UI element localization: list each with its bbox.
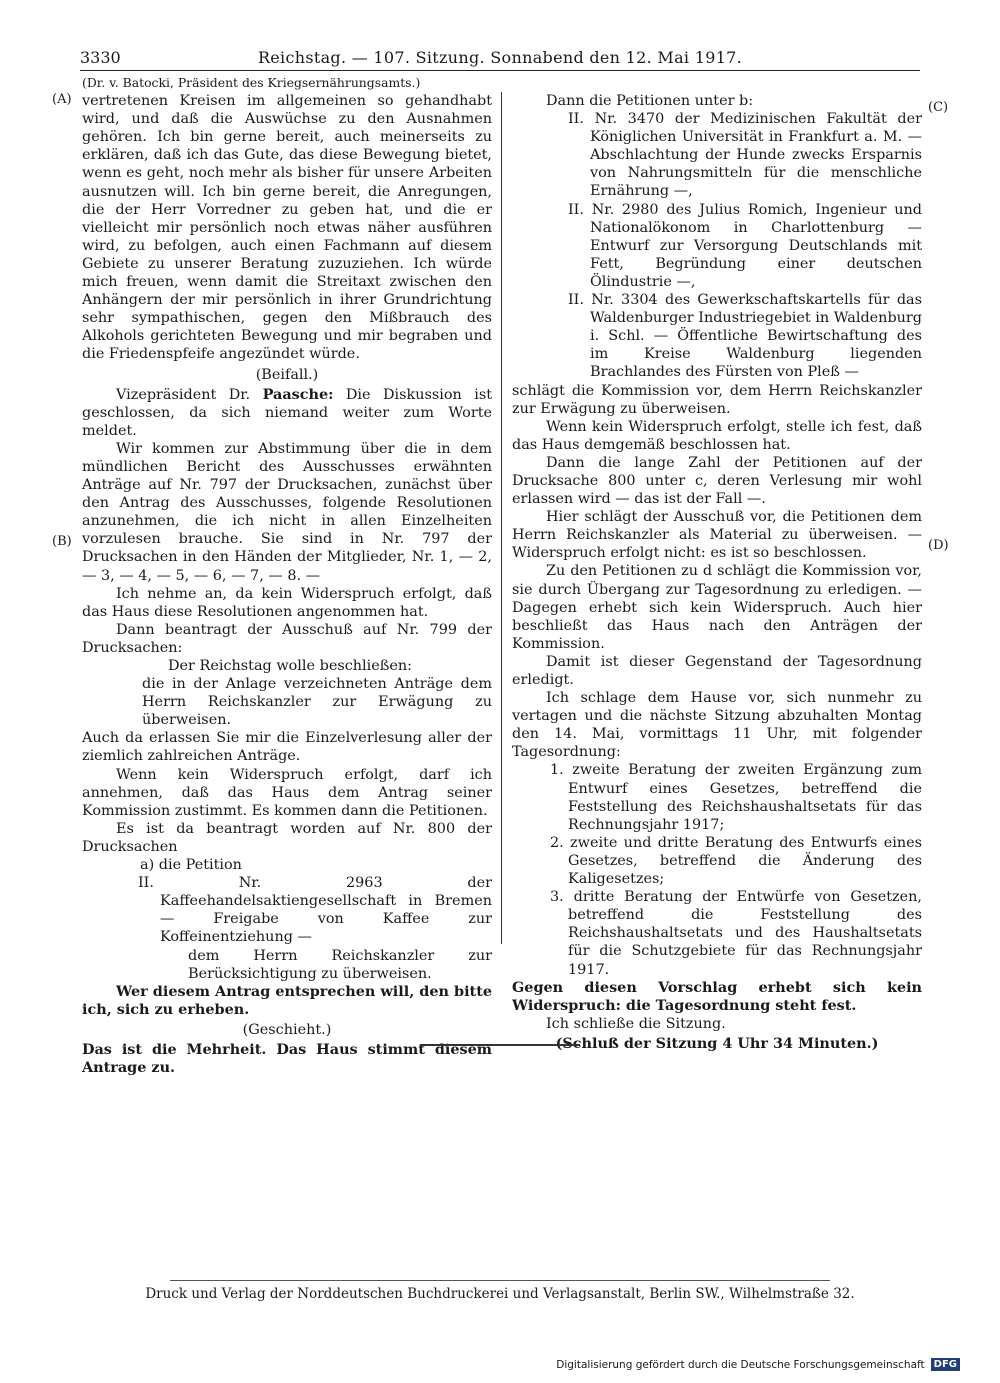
digitization-text: Digitalisierung gefördert durch die Deutsche Forschungsgemeinschaft	[556, 1358, 925, 1371]
paragraph	[82, 386, 492, 440]
paragraph: Ich schlage dem Hause vor, sich nunmehr zu vertagen und die nächste Sitzung abzuhalten Montag den 14. Mai, vormittags 11 Uhr, mit folgender Tagesordnung:	[512, 690, 922, 761]
speaker-intro: Vizepräsident Dr.	[116, 386, 251, 403]
paragraph: Wer diesem Antrag entsprechen will, den bitte ich, sich zu erheben.	[82, 982, 492, 1018]
dfg-logo: DFG	[931, 1358, 960, 1371]
speaker-note: (Dr. v. Batocki, Präsident des Kriegsernährungsamts.)	[82, 75, 421, 90]
paragraph: Damit ist dieser Gegenstand der Tagesordnung erledigt.	[512, 653, 922, 688]
closing-note: (Schluß der Sitzung 4 Uhr 34 Minuten.)	[555, 1034, 879, 1052]
margin-letter-a: (A)	[52, 92, 72, 107]
end-rule	[420, 1044, 580, 1046]
speaker-name: Paasche:	[262, 385, 334, 403]
paragraph: Dann die lange Zahl der Petitionen auf der Drucksache 800 unter c, deren Verlesung mir wohl erlassen wird — das ist der Fall —.	[512, 454, 922, 508]
agenda-item: 2. zweite und dritte Beratung des Entwurfs eines Gesetzes, betreffend die Änderung des Kaligesetzes;	[550, 834, 922, 888]
paragraph: Hier schlägt der Ausschuß vor, die Petitionen dem Herrn Reichskanzler als Material zu überweisen. — Widerspruch erfolgt nicht: es ist so beschlossen.	[512, 509, 922, 562]
paragraph: Das ist die Mehrheit. Das Haus stimmt diesem Antrage zu.	[82, 1040, 492, 1077]
petition-item: II. Nr. 2980 des Julius Romich, Ingenieur und Nationalökonom in Charlottenburg — Entwurf zur Versorgung Deutschlands mit Fett, Begründung einer deutschen Ölindustrie —,	[568, 201, 922, 290]
applause-note: (Beifall.)	[255, 366, 319, 383]
paragraph: Es ist da beantragt worden auf Nr. 800 der Drucksachen	[82, 820, 492, 855]
page-number: 3330	[80, 48, 121, 67]
petition-item: II. Nr. 2963 der Kaffeehandelsaktiengesellschaft in Bremen — Freigabe von Kaffee zur Koffeinentziehung —	[138, 875, 492, 946]
paragraph: Gegen diesen Vorschlag erhebt sich kein Widerspruch: die Tagesordnung steht fest.	[512, 978, 922, 1014]
left-column	[82, 74, 492, 1077]
petition-label: a) die Petition	[140, 857, 242, 874]
margin-letter-d: (D)	[928, 538, 949, 553]
column-divider	[501, 92, 502, 944]
footer-rule	[170, 1280, 830, 1281]
motion-block	[82, 657, 492, 729]
motion-line: Der Reichstag wolle beschließen:	[168, 658, 413, 674]
paragraph: Wenn kein Widerspruch erfolgt, darf ich annehmen, daß das Haus dem Antrag seiner Kommission zustimmt. Es kommen dann die Petitionen.	[82, 766, 492, 819]
digitization-credit	[556, 1358, 960, 1371]
petition-disposition: dem Herrn Reichskanzler zur Berücksichtigung zu überweisen.	[188, 947, 492, 982]
agenda-item: 1. zweite Beratung der zweiten Ergänzung zum Entwurf eines Gesetzes, betreffend die Feststellung des Reichshaushaltsetats für das Rechnungsjahr 1917;	[550, 762, 922, 833]
paragraph: Wenn kein Widerspruch erfolgt, stelle ich fest, daß das Haus demgemäß beschlossen hat.	[512, 418, 922, 453]
petition-item: II. Nr. 3304 des Gewerkschaftskartells für das Waldenburger Industriegebiet in Waldenburg i. Schl. — Öffentliche Bewirtschaftung des im Kreise Waldenburg liegenden Brachlandes des Fürsten von Pleß —	[568, 292, 923, 381]
motion-line: die in der Anlage verzeichneten Anträge dem Herrn Reichskanzler zur Erwägung zu überweisen.	[142, 676, 492, 729]
right-column	[512, 92, 922, 1053]
paragraph-text: Die Diskussion ist geschlossen, da sich niemand weiter zum Worte meldet.	[82, 386, 492, 439]
running-title: Reichstag. — 107. Sitzung. Sonnabend den 12. Mai 1917.	[257, 48, 743, 67]
paragraph: Ich nehme an, da kein Widerspruch erfolgt, daß das Haus diese Resolutionen angenommen hat.	[82, 585, 492, 620]
margin-letter-b: (B)	[52, 534, 72, 549]
agenda-item: 3. dritte Beratung der Entwürfe von Gesetzen, betreffend die Feststellung des Reichshaushaltsetats und des Haushaltsetats für die Schutzgebiete für das Rechnungsjahr 1917.	[550, 889, 922, 978]
paragraph: Ich schließe die Sitzung.	[546, 1015, 726, 1032]
paragraph: vertretenen Kreisen im allgemeinen so gehandhabt wird, und daß die Auswüchse zu den Ausnahmen gehören. Ich bin gerne bereit, auch meinerseits zu erklären, daß ich das Gute, das diese Bewegung bietet, wenn es geht, noch mehr als bisher für unsere Arbeiten ausnutzen will. Ich bin gerne bereit, die Anregungen, die der Herr Vorredner zu geben hat, und die er vielleicht mir persönlich noch etwas näher ausführen wird, zu befolgen, auch einen Fachmann auf diesem Gebiete zu unserer Beratung zuzuziehen. Ich würde mich freuen, wenn damit die Streitaxt zwischen den Anhängern der mir persönlich in ihrer Grundrichtung sehr sympathischen, gegen den Mißbrauch des Alkohols gerichteten Bewegung und mir begraben und die Friedenspfeife angezündet würde.	[82, 93, 492, 363]
paragraph: schlägt die Kommission vor, dem Herrn Reichskanzler zur Erwägung zu überweisen.	[512, 382, 922, 417]
paragraph: Dann beantragt der Ausschuß auf Nr. 799 der Drucksachen:	[82, 621, 492, 656]
paragraph: Zu den Petitionen zu d schlägt die Kommission vor, sie durch Übergang zur Tagesordnung zu erledigen. — Dagegen erhebt sich kein Widerspruch. Auch hier beschließt das Haus nach den Anträgen der Kommission.	[512, 563, 922, 652]
header-rule	[80, 70, 920, 71]
action-note: (Geschieht.)	[242, 1021, 332, 1038]
paragraph: Dann die Petitionen unter b:	[546, 93, 754, 109]
petition-item: II. Nr. 3470 der Medizinischen Fakultät der Königlichen Universität in Frankfurt a. M. — Abschlachtung der Hunde zwecks Ersparnis von Nahrungsmitteln für die menschliche Ernährung —,	[568, 111, 922, 200]
margin-letter-c: (C)	[928, 100, 949, 115]
paragraph: Auch da erlassen Sie mir die Einzelverlesung aller der ziemlich zahlreichen Anträge.	[82, 730, 492, 765]
paragraph: Wir kommen zur Abstimmung über die in dem mündlichen Bericht des Ausschusses erwähnten Anträge auf Nr. 797 der Drucksachen, zunächst über den Antrag des Ausschusses, folgende Resolutionen anzunehmen, die ich nicht in allen Einzelheiten vorzulesen brauche. Sie sind in Nr. 797 der Drucksachen in den Händen der Mitglieder, Nr. 1, — 2, — 3, — 4, — 5, — 6, — 7, — 8. —	[82, 440, 492, 584]
printer-imprint: Druck und Verlag der Norddeutschen Buchdruckerei und Verlagsanstalt, Berlin SW., Wilhelmstraße 32.	[145, 1286, 855, 1302]
